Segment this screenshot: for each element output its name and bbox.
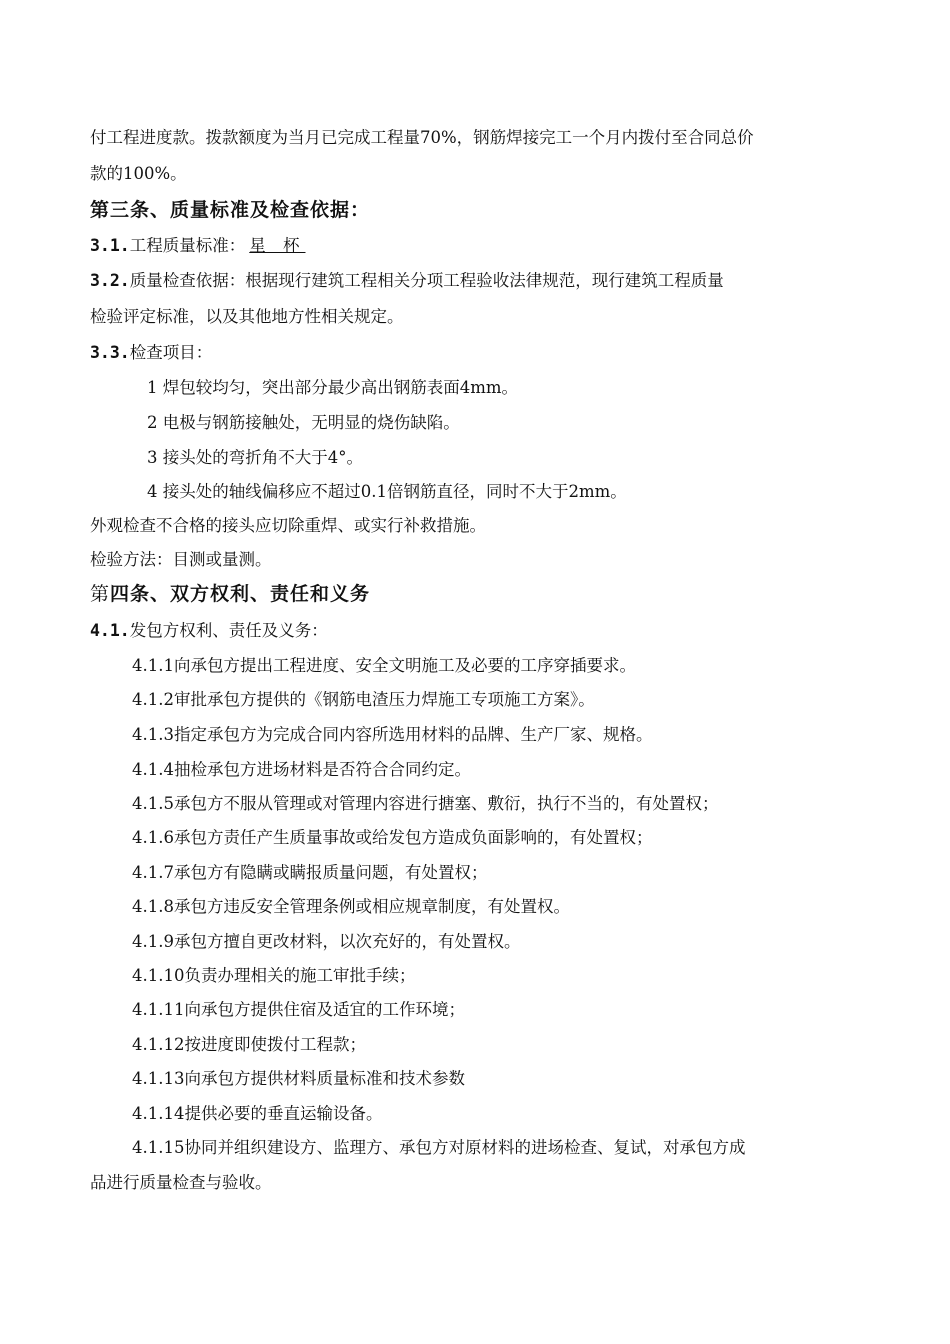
clause-4-1	[90, 620, 870, 642]
clause-3-3	[90, 342, 870, 364]
sub-clause: 4.1.9承包方擅自更改材料，以次充好的，有处置权。	[132, 932, 521, 951]
inspection-item: 3 接头处的弯折角不大于4°。	[147, 448, 363, 467]
clause-3-1	[90, 235, 870, 257]
clause-number: 3.1.	[90, 236, 130, 255]
sub-clause: 4.1.8承包方违反安全管理条例或相应规章制度，有处置权。	[132, 897, 570, 916]
sub-clause: 4.1.7承包方有隐瞒或瞒报质量问题，有处置权；	[132, 863, 488, 882]
heading-prefix: 第	[90, 583, 111, 605]
paragraph-line: 品进行质量检查与验收。	[90, 1173, 272, 1192]
sub-clause: 4.1.2审批承包方提供的《钢筋电渣压力焊施工专项施工方案》。	[132, 690, 595, 709]
sub-clause: 4.1.4抽检承包方进场材料是否符合合同约定。	[132, 760, 471, 779]
sub-clause: 4.1.3指定承包方为完成合同内容所选用材料的品牌、生产厂家、规格。	[132, 725, 653, 744]
inspection-item: 4 接头处的轴线偏移应不超过0.1倍钢筋直径，同时不大于2mm。	[147, 482, 627, 501]
sub-clause: 4.1.10负责办理相关的施工审批手续；	[132, 966, 416, 985]
quality-standard-value: 星 杯	[249, 236, 306, 255]
clause-number: 3.3.	[90, 343, 130, 362]
heading-text: 四条、双方权利、责任和义务	[110, 583, 371, 605]
sub-clause: 4.1.15协同并组织建设方、监理方、承包方对原材料的进场检查、复试，对承包方成	[132, 1138, 746, 1157]
paragraph-line: 款的100%。	[90, 164, 187, 183]
clause-text: 工程质量标准：	[129, 236, 246, 255]
paragraph-line: 检验评定标准，以及其他地方性相关规定。	[90, 307, 404, 326]
sub-clause: 4.1.12按进度即使拨付工程款；	[132, 1035, 366, 1054]
inspection-item: 1 焊包较均匀，突出部分最少高出钢筋表面4mm。	[147, 378, 519, 397]
inspection-item: 2 电极与钢筋接触处，无明显的烧伤缺陷。	[147, 413, 460, 432]
sub-clause: 4.1.6承包方责任产生质量事故或给发包方造成负面影响的，有处置权；	[132, 828, 653, 847]
paragraph-line: 外观检查不合格的接头应切除重焊、或实行补救措施。	[90, 516, 486, 535]
sub-clause: 4.1.1向承包方提出工程进度、安全文明施工及必要的工序穿插要求。	[132, 656, 636, 675]
clause-number: 3.2.	[90, 271, 130, 290]
paragraph-line: 付工程进度款。拨款额度为当月已完成工程量70%，钢筋焊接完工一个月内拨付至合同总价	[90, 128, 754, 147]
paragraph-line: 检验方法：目测或量测。	[90, 550, 272, 569]
section-heading-4	[90, 583, 870, 605]
section-heading-3: 第三条、质量标准及检查依据：	[90, 199, 371, 221]
sub-clause: 4.1.13向承包方提供材料质量标准和技术参数	[132, 1069, 465, 1088]
clause-text: 发包方权利、责任及义务：	[129, 621, 328, 640]
clause-text: 检查项目：	[129, 343, 213, 362]
clause-text: 质量检查依据：根据现行建筑工程相关分项工程验收法律规范，现行建筑工程质量	[129, 271, 724, 290]
sub-clause: 4.1.5承包方不服从管理或对管理内容进行搪塞、敷衍，执行不当的，有处置权；	[132, 794, 719, 813]
sub-clause: 4.1.11向承包方提供住宿及适宜的工作环境；	[132, 1000, 465, 1019]
clause-3-2	[90, 270, 870, 292]
sub-clause: 4.1.14提供必要的垂直运输设备。	[132, 1104, 383, 1123]
clause-number: 4.1.	[90, 621, 130, 640]
